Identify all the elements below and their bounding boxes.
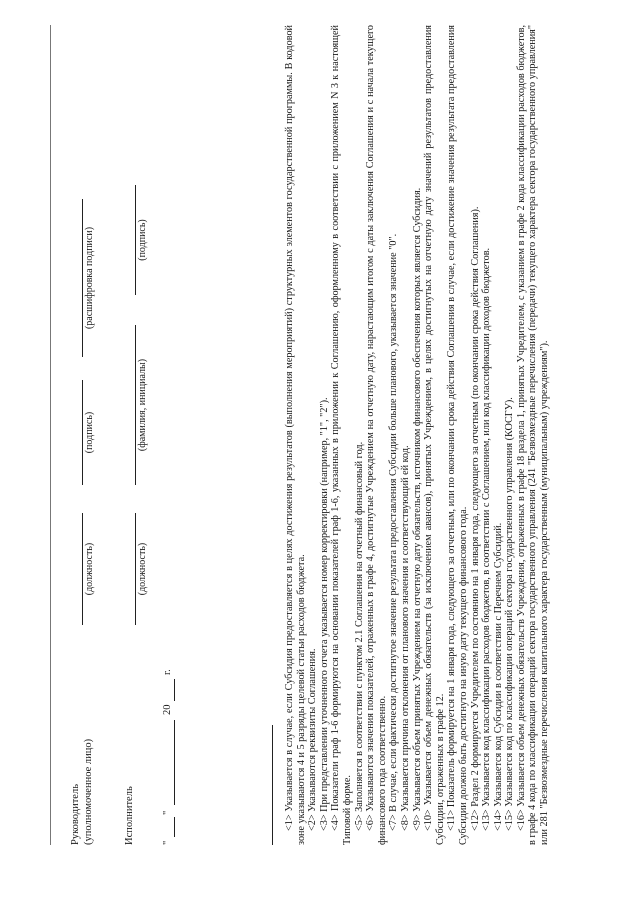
date-year-line <box>174 679 175 701</box>
footnote-15: <15> Указывается код по классификации операций сектора государственного управления (КОСГУ). <box>504 397 516 831</box>
exec-name-line <box>135 325 136 485</box>
head-position-line <box>82 513 83 625</box>
exec-position-caption: (должность) <box>137 542 148 596</box>
exec-name-caption: (фамилия, инициалы) <box>137 358 148 452</box>
footnote-12: <12> Раздел 2 формируется Учредителем по состоянию на 1 января года, следующего за отчетным (по окончании срока действия Соглашения). <box>469 206 481 831</box>
date-year-prefix: 20 <box>162 704 173 715</box>
footnote-7: <7> В случае, если фактически достигнутое значение результата предоставления Субсидии больше планового, указывается значение "0". <box>388 233 400 831</box>
footnote-6: <6> Указываются значения показателей, отраженных в графе 4, достигнутые Учреждением на отчетную дату, нарастающим итогом с даты заключения Соглашения и с начала текущего финансового года соответственно. <box>365 25 388 845</box>
head-decode-line <box>82 199 83 357</box>
head-label: Руководитель (уполномоченное лицо) <box>70 738 94 845</box>
head-signature-line <box>82 380 83 485</box>
footnote-1: <1> Указывается в случае, если Субсидия предоставляется в целях достижения результатов (выполнения мероприятий) структурных элементов государственной программы. В кодовой зоне указываются 4 и 5 разряды целевой статьи расходов бюджета. <box>284 25 307 845</box>
top-rule <box>50 25 51 845</box>
rotated-content <box>50 25 590 845</box>
date-quote-close: " <box>162 810 173 815</box>
footnote-11: <11> Показатель формируется на 1 января года, следующего за отчетным, или по окончании срока действия Соглашения в случае, если достижение значения результата предоставления Субсидии должно быть достигнуто на иную дату текущего финансового года. <box>446 25 469 845</box>
date-month-line <box>174 720 175 805</box>
footnote-16: <16> Указывается объем денежных обязательств Учреждения, отраженных в графе 18 раздела 1, принятых Учредителем, с указанием в графе 2 кода классификации расходов бюджетов, в графе 4 кода по классификации операций сектора государственного управления (241 "Безвозмездные перечисления (передачи) текущего характера сектора государственного управления" или 281 "Безвозмездные перечисления капитального характера государственным (муниципальным) учреждениям"). <box>515 25 551 845</box>
footnote-10: <10> Указывается объем денежных обязательств (за исключением авансов), принятых Учреждением, в целях достигнутых на отчетную дату значений результатов предоставления Субсидии, отраженных в графе 12. <box>423 25 446 845</box>
footnote-5: <5> Заполняется в соответствии с пунктом 2.1 Соглашения на отчетный финансовый год. <box>353 441 365 831</box>
footnote-2: <2> Указываются реквизиты Соглашения. <box>307 648 319 831</box>
footnote-3: <3> При представлении уточненного отчета указывается номер корректировки (например, "1", "2"). <box>318 397 330 831</box>
footnote-8: <8> Указывается причина отклонения от планового значения и соответствующий ей код. <box>399 445 411 831</box>
date-year-suffix: г. <box>162 669 173 675</box>
exec-signature-line <box>135 185 136 295</box>
footnote-13: <13> Указывается код классификации расходов бюджетов, в соответствии с Соглашением, или код классификации доходов бюджетов. <box>481 247 493 831</box>
exec-position-line <box>135 513 136 625</box>
executor-label: Исполнитель <box>124 786 135 845</box>
footnotes <box>284 25 551 845</box>
exec-signature-caption: (подпись) <box>137 219 148 261</box>
date-quote-open: " <box>162 840 173 845</box>
footnote-9: <9> Указывается объем принятых Учреждением на отчетную дату обязательств, источником финансового обеспечения которых является Субсидия. <box>411 187 423 831</box>
footnote-14: <14> Указывается код Субсидии в соответствии с Перечнем Субсидий. <box>492 522 504 831</box>
head-position-caption: (должность) <box>84 542 95 596</box>
footnote-4: <4> Показатели граф 1-6 формируются на основании показателей граф 1-6, указанных в приложении к Соглашению, оформленному в соответствии с приложением N 3 к настоящей Типовой форме. <box>330 25 353 845</box>
footnote-separator <box>272 725 273 845</box>
head-signature-caption: (подпись) <box>84 411 95 454</box>
date-day-line <box>174 817 175 837</box>
head-decode-caption: (расшифровка подписи) <box>84 226 95 330</box>
